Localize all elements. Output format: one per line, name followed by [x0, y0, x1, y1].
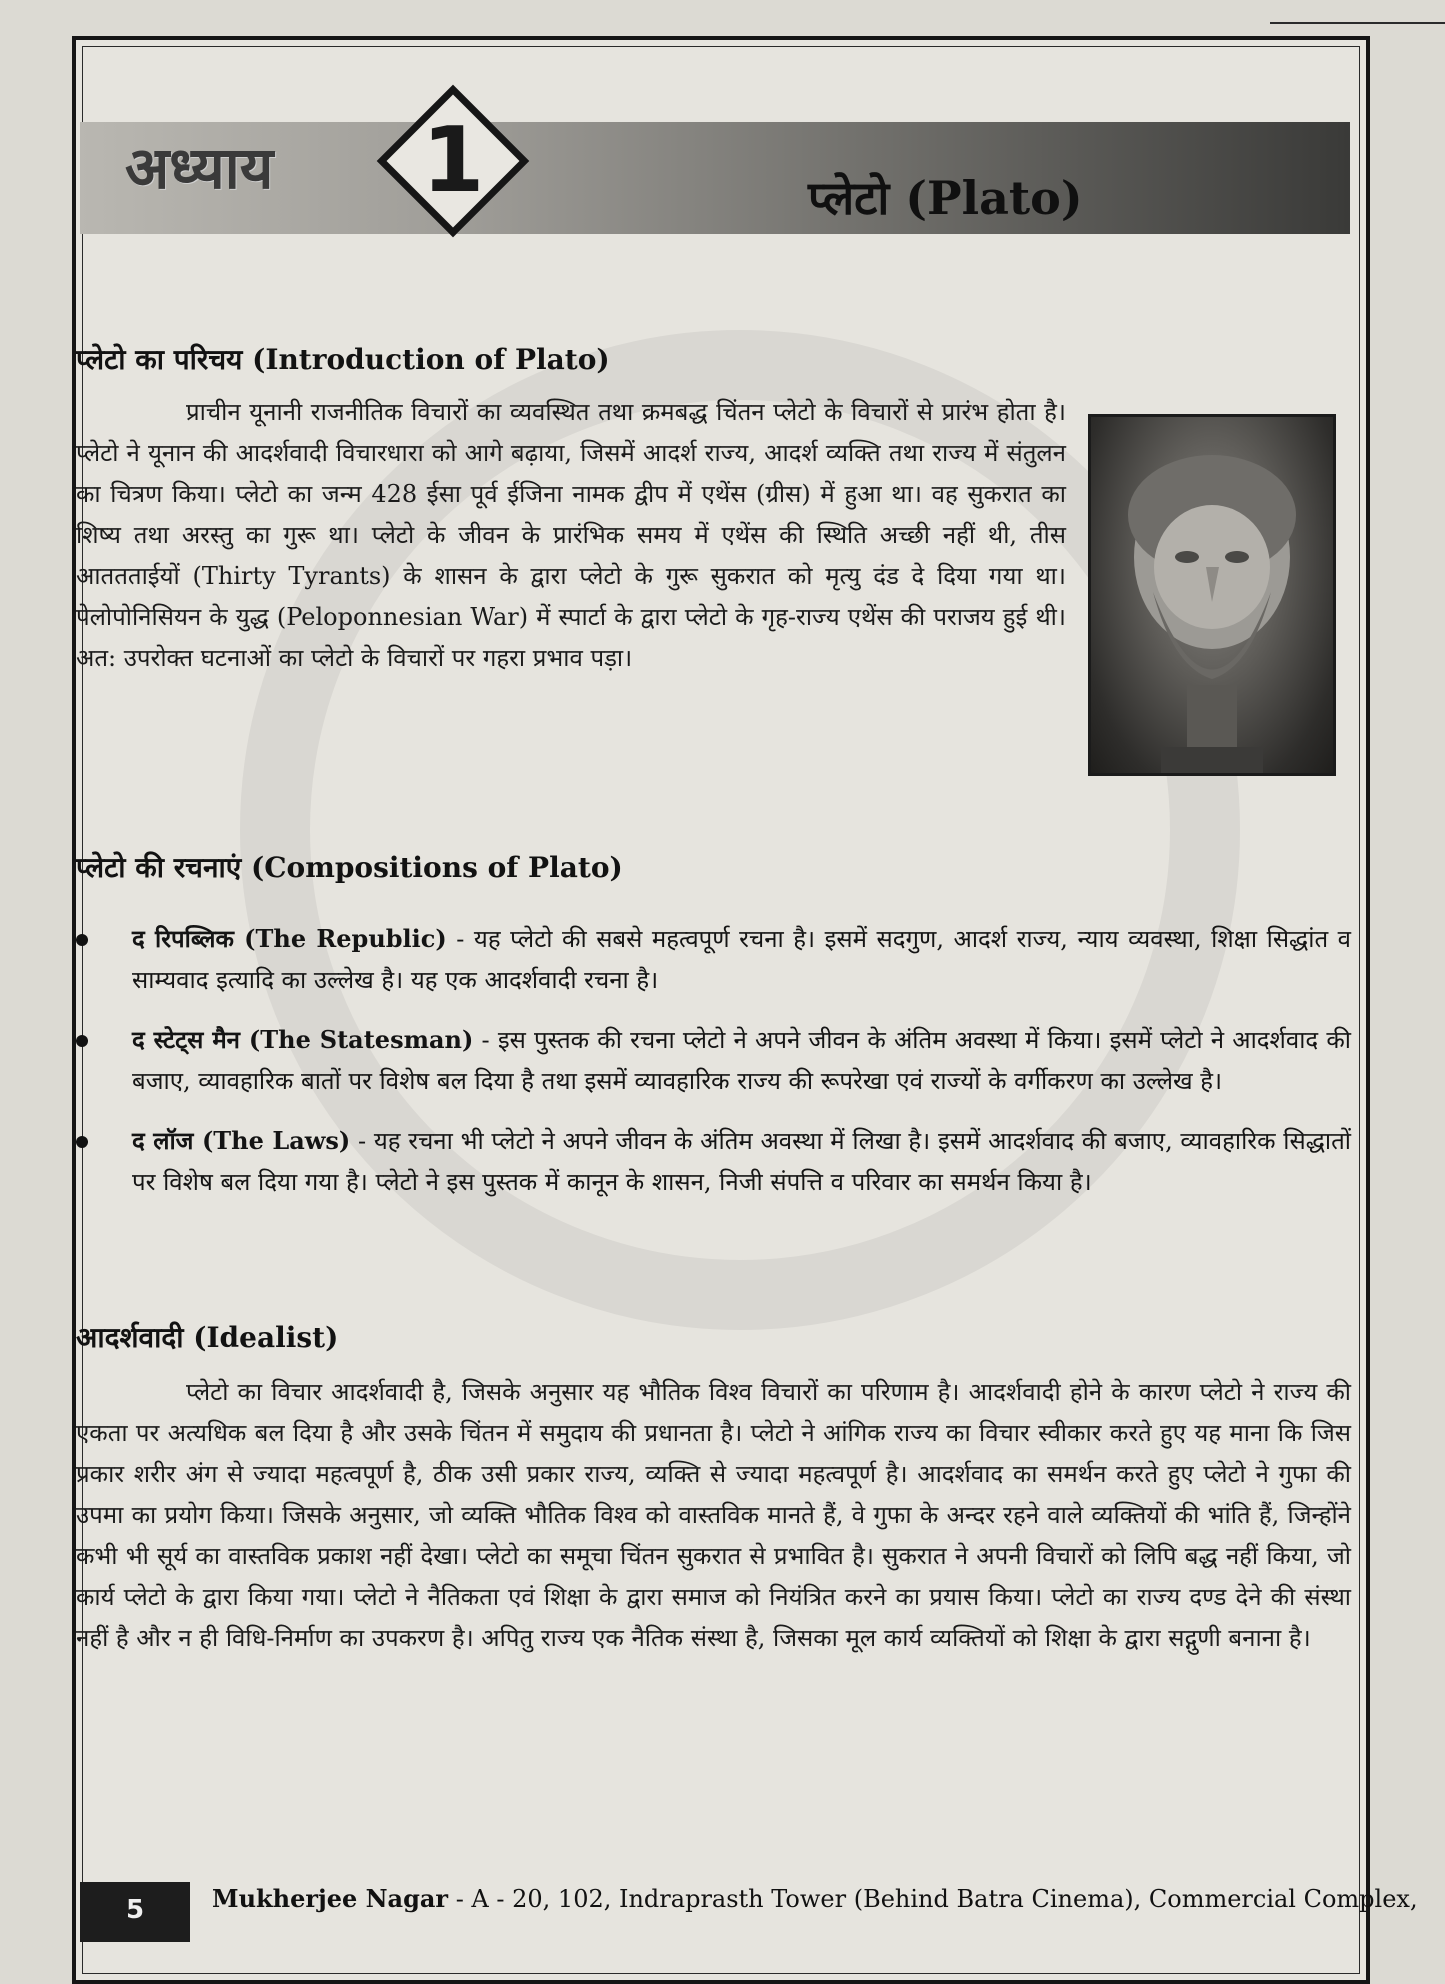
footer-place: Mukherjee Nagar	[212, 1884, 449, 1913]
compositions-list	[76, 918, 1351, 1221]
page-edge-line	[1270, 22, 1445, 24]
intro-paragraph: प्राचीन यूनानी राजनीतिक विचारों का व्यवस्थित तथा क्रमबद्ध चिंतन प्लेटो के विचारों से प्रारंभ होता है। प्लेटो ने यूनान की आदर्शवादी विचारधारा को आगे बढ़ाया, जिसमें आदर्श राज्य, आदर्श व्यक्ति तथा राज्य में संतुलन का चित्रण किया। प्लेटो का जन्म 428 ईसा पूर्व ईजिना नामक द्वीप में एथेंस (ग्रीस) में हुआ था। वह सुकरात का शिष्य तथा अरस्तु का गुरू था। प्लेटो के जीवन के प्रारंभिक समय में एथेंस की स्थिति अच्छी नहीं थी, तीस आततताईयों (Thirty Tyrants) के शासन के द्वारा प्लेटो के गुरू सुकरात को मृत्यु दंड दे दिया गया था। पेलोपोनिसियन के युद्ध (Peloponnesian War) में स्पार्टा के द्वारा प्लेटो के गृह-राज्य एथेंस की पराजय हुई थी। अत: उपरोक्त घटनाओं का प्लेटो के विचारों पर गहरा प्रभाव पड़ा।	[76, 398, 1066, 672]
idealist-heading: आदर्शवादी (Idealist)	[76, 1321, 339, 1354]
footer-address-line: - A - 20, 102, Indraprasth Tower (Behind Batra Cinema), Commercial Complex,	[448, 1885, 1418, 1913]
idealist-paragraph: प्लेटो का विचार आदर्शवादी है, जिसके अनुसार यह भौतिक विश्व विचारों का परिणाम है। आदर्शवादी होने के कारण प्लेटो ने राज्य की एकता पर अत्यधिक बल दिया है और उसके चिंतन में समुदाय की प्रधानता है। प्लेटो ने आंगिक राज्य का विचार स्वीकार करते हुए यह माना कि जिस प्रकार शरीर अंग से ज्यादा महत्वपूर्ण है, ठीक उसी प्रकार राज्य, व्यक्ति से ज्यादा महत्वपूर्ण है। आदर्शवाद का समर्थन करते हुए प्लेटो ने गुफा की उपमा का प्रयोग किया। जिसके अनुसार, जो व्यक्ति भौतिक विश्व को वास्तविक मानते हैं, वे गुफा के अन्दर रहने वाले व्यक्तियों की भांति हैं, जिन्होंने कभी भी सूर्य का वास्तविक प्रकाश नहीं देखा। प्लेटो का समूचा चिंतन सुकरात से प्रभावित है। सुकरात ने अपनी विचारों को लिपि बद्ध नहीं किया, जो कार्य प्लेटो के द्वारा किया गया। प्लेटो ने नैतिकता एवं शिक्षा के द्वारा समाज को नियंत्रित करने का प्रयास किया। प्लेटो का राज्य दण्ड देने की संस्था नहीं है और न ही विधि-निर्माण का उपकरण है। अपितु राज्य एक नैतिक संस्था है, जिसका मूल कार्य व्यक्तियों को शिक्षा के द्वारा सद्गुणी बनाना है।	[76, 1378, 1351, 1652]
composition-description: - इस पुस्तक की रचना प्लेटो ने अपने जीवन के अंतिम अवस्था में किया। इसमें प्लेटो ने आदर्शवाद की बजाए, व्यावहारिक बातों पर विशेष बल दिया है तथा इसमें व्यावहारिक राज्य की रूपरेखा एवं राज्यों के वर्गीकरण का उल्लेख है।	[132, 1026, 1351, 1095]
list-item	[76, 1120, 1351, 1203]
composition-title: द लॉज (The Laws)	[132, 1126, 351, 1155]
plato-bust-icon	[1091, 417, 1333, 773]
plato-portrait	[1088, 414, 1336, 776]
bullet-icon	[76, 1136, 88, 1148]
list-item	[76, 918, 1351, 1001]
compositions-heading: प्लेटो की रचनाएं (Compositions of Plato)	[76, 851, 623, 884]
chapter-label: अध्याय	[125, 134, 274, 202]
intro-heading: प्लेटो का परिचय (Introduction of Plato)	[76, 343, 610, 376]
chapter-number: 1	[421, 108, 485, 213]
chapter-number-badge	[378, 86, 528, 236]
bullet-icon	[76, 934, 88, 946]
composition-title: द स्टेट्स मैन (The Statesman)	[132, 1025, 474, 1054]
page-number: 5	[80, 1882, 190, 1942]
composition-title: द रिपब्लिक (The Republic)	[132, 924, 447, 953]
composition-description: - यह रचना भी प्लेटो ने अपने जीवन के अंतिम अवस्था में लिखा है। इसमें आदर्शवाद की बजाए, व्यावहारिक सिद्धातों पर विशेष बल दिया गया है। प्लेटो ने इस पुस्तक में कानून के शासन, निजी संपत्ति व परिवार का समर्थन किया है।	[132, 1127, 1351, 1196]
footer-address	[212, 1884, 1418, 1913]
chapter-title: प्लेटो (Plato)	[808, 171, 1083, 225]
bullet-icon	[76, 1035, 88, 1047]
list-item	[76, 1019, 1351, 1102]
composition-description: - यह प्लेटो की सबसे महत्वपूर्ण रचना है। इसमें सदगुण, आदर्श राज्य, न्याय व्यवस्था, शिक्षा सिद्धांत व साम्यवाद इत्यादि का उल्लेख है। यह एक आदर्शवादी रचना है।	[132, 925, 1351, 994]
